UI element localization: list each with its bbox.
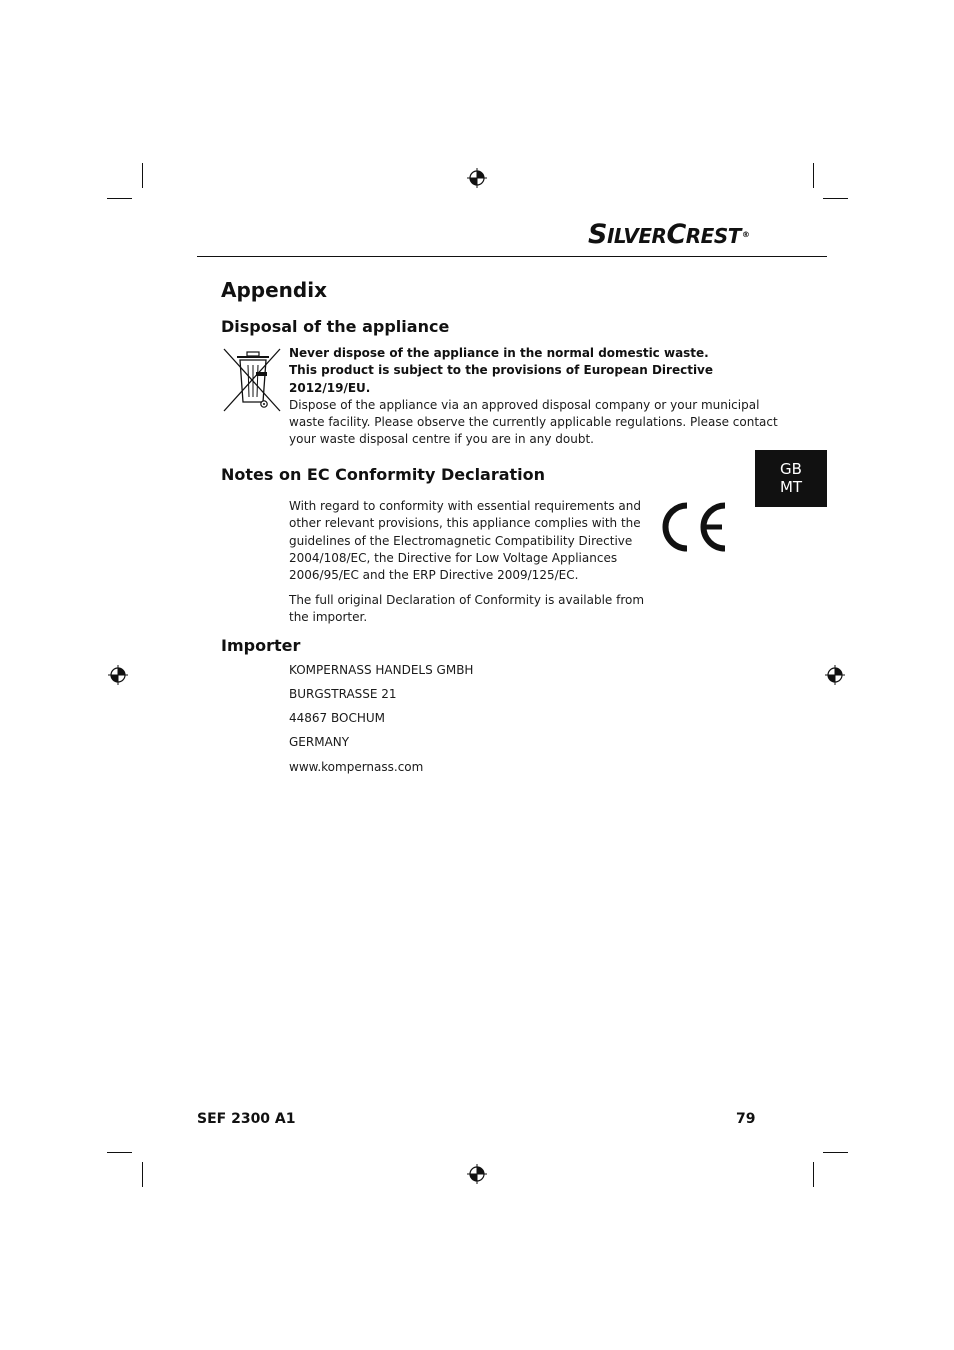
brand-logo: SILVERCREST® <box>588 219 750 250</box>
crop-mark <box>107 1152 132 1153</box>
ce-mark-icon <box>658 502 730 552</box>
importer-city: 44867 BOCHUM <box>289 711 385 725</box>
crop-mark <box>142 1162 143 1187</box>
crop-mark <box>823 198 848 199</box>
crop-mark <box>107 198 132 199</box>
language-tab: GB MT <box>755 450 827 507</box>
page-title: Appendix <box>221 278 327 302</box>
disposal-warning: Never dispose of the appliance in the normal domestic waste. This product is subject to the provisions of European Directive 2012/19/EU. Dispose of the appliance via an approved disposal company or your municipal waste facility. Please observe the currently applicable regulations. Please contact your waste disposal centre if you are in any doubt. <box>289 346 778 447</box>
crossed-out-bin-icon <box>222 347 282 413</box>
crop-mark <box>142 163 143 188</box>
disposal-heading: Disposal of the appliance <box>221 317 450 336</box>
importer-heading: Importer <box>221 636 301 655</box>
importer-website: www.kompernass.com <box>289 760 424 774</box>
importer-street: BURGSTRASSE 21 <box>289 687 397 701</box>
footer-model: SEF 2300 A1 <box>197 1111 296 1127</box>
crop-mark <box>823 1152 848 1153</box>
registration-mark-icon <box>825 665 845 685</box>
importer-country: GERMANY <box>289 735 350 749</box>
crop-mark <box>813 163 814 188</box>
header-rule <box>197 256 827 257</box>
page-number: 79 <box>736 1111 756 1127</box>
registration-mark-icon <box>108 665 128 685</box>
registration-mark-icon <box>467 168 487 188</box>
ec-conformity-note: The full original Declaration of Conformity is available from the importer. <box>289 593 645 625</box>
crop-mark <box>813 1162 814 1187</box>
importer-company: KOMPERNASS HANDELS GMBH <box>289 663 474 677</box>
registration-mark-icon <box>467 1164 487 1184</box>
ec-conformity-text: With regard to conformity with essential requirements and other relevant provisions, this appliance complies with the guidelines of the Electromagnetic Compatibility Directive 2004/108/EC, the Directive for Low Voltage Appliances 2006/95/EC and the ERP Directive 2009/125/EC. <box>289 499 641 583</box>
ec-conformity-heading: Notes on EC Conformity Declaration <box>221 465 546 484</box>
